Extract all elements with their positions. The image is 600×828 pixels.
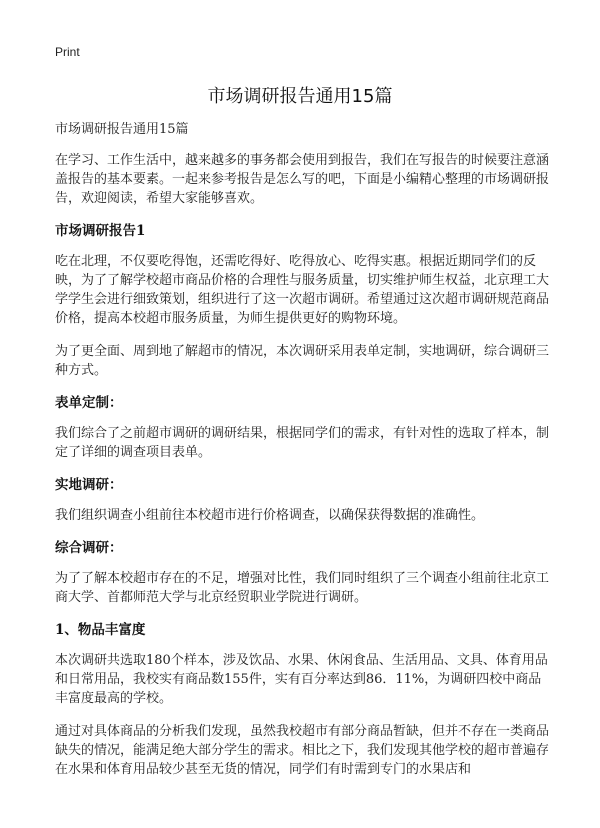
variety-paragraph-1: 本次调研共选取180个样本，涉及饮品、水果、休闲食品、生活用品、文具、体育用品和日常用品，我校实有商品数155件，实有百分率达到86．11%，为调研四校中商品丰富度最高的学校。 bbox=[55, 653, 548, 706]
section-heading-comprehensive: 综合调研： bbox=[55, 540, 123, 556]
section-heading-field: 实地调研： bbox=[55, 477, 123, 493]
variety-paragraph-2: 通过对具体商品的分析我们发现，虽然我校超市有部分商品暂缺，但并不存在一类商品缺失的情况，能满足绝大部分学生的需求。相比之下，我们发现其他学校的超市普遍存在水果和体育用品较少甚至无货的情况，同学们有时需到专门的水果店和 bbox=[55, 724, 550, 777]
report1-paragraph-1: 吃在北理，不仅要吃得饱，还需吃得好、吃得放心、吃得实惠。根据近期同学们的反映，为了了解学校超市商品价格的合理性与服务质量，切实维护师生权益，北京理工大学学生会进行细致策划，组织进行了这一次超市调研。希望通过这次超市调研规范商品价格，提高本校超市服务质量，为师生提供更好的购物环境。 bbox=[55, 254, 550, 326]
intro-paragraph: 在学习、工作生活中，越来越多的事务都会使用到报告，我们在写报告的时候要注意涵盖报告的基本要素。一起来参考报告是怎么写的吧，下面是小编精心整理的市场调研报告，欢迎阅读，希望大家能够喜欢。 bbox=[55, 153, 550, 206]
report1-paragraph-2: 为了更全面、周到地了解超市的情况，本次调研采用表单定制，实地调研，综合调研三种方式。 bbox=[55, 344, 550, 378]
field-paragraph: 我们组织调查小组前往本校超市进行价格调查，以确保获得数据的准确性。 bbox=[55, 508, 485, 523]
form-paragraph: 我们综合了之前超市调研的调研结果，根据同学们的需求，有针对性的选取了样本，制定了详细的调查项目表单。 bbox=[55, 426, 550, 460]
document-subtitle: 市场调研报告通用15篇 bbox=[55, 122, 189, 137]
print-link[interactable]: Print bbox=[55, 45, 80, 59]
section-heading-variety: 1、物品丰富度 bbox=[55, 622, 146, 638]
section-heading-form: 表单定制： bbox=[55, 395, 123, 411]
section-heading-report1: 市场调研报告1 bbox=[55, 223, 146, 239]
document-body bbox=[55, 120, 549, 793]
page-title: 市场调研报告通用15篇 bbox=[207, 86, 393, 107]
comprehensive-paragraph: 为了了解本校超市存在的不足，增强对比性，我们同时组织了三个调查小组前往北京工商大学、首都师范大学与北京经贸职业学院进行调研。 bbox=[55, 571, 550, 605]
